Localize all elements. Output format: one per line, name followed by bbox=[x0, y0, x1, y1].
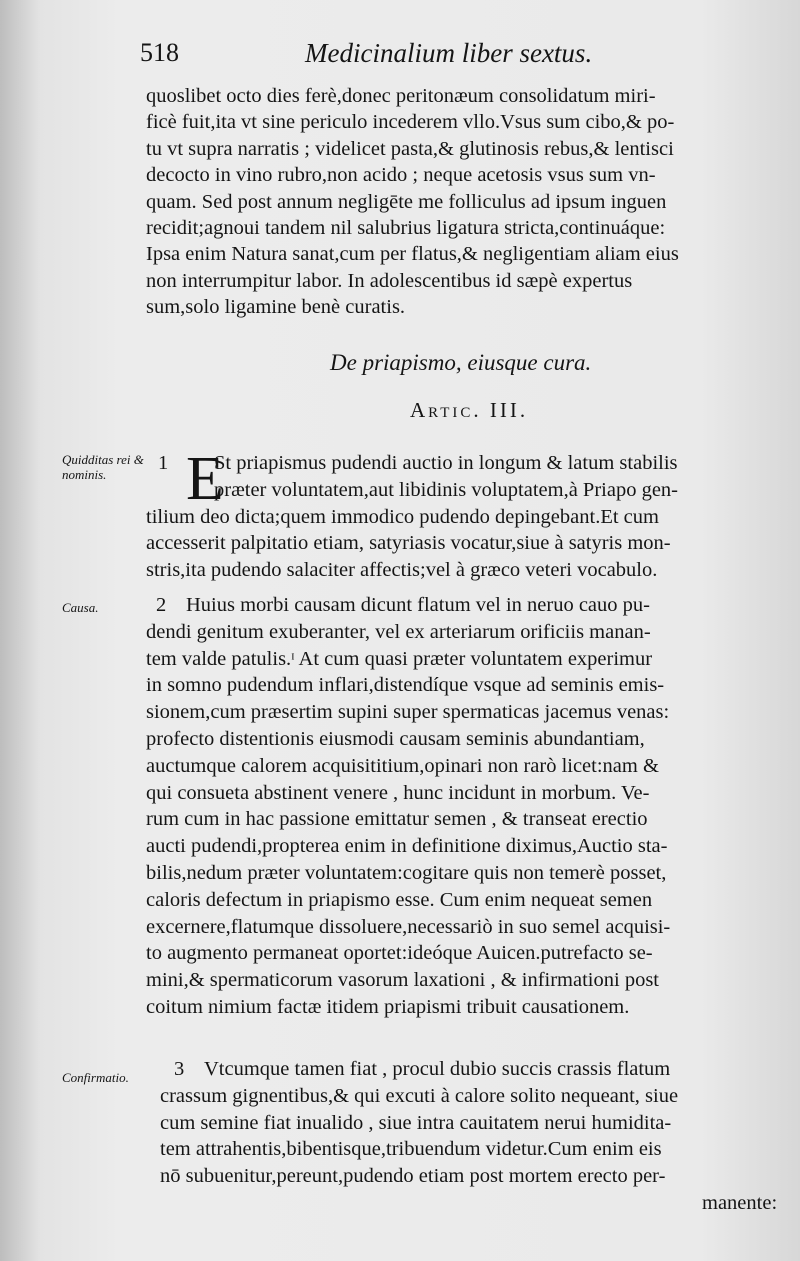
text-line: tu vt supra narratis ; videlicet pasta,& glutinosis rebus,& lentisci bbox=[146, 137, 674, 160]
text-line: manente: bbox=[702, 1191, 778, 1214]
text-line: to augmento permaneat oportet:ideóque Auicen.putrefacto se- bbox=[146, 942, 653, 965]
text-line bbox=[146, 1056, 776, 1083]
text-line: caloris defectum in priapismo esse. Cum enim nequeat semen bbox=[146, 888, 653, 911]
text-line: sionem,cum præsertim supini super spermaticas jacemus venas: bbox=[146, 701, 670, 724]
margin-note-causa: Causa. bbox=[62, 600, 99, 615]
drop-cap: E bbox=[186, 445, 224, 513]
text-line: recidit;agnoui tandem nil salubrius ligatura stricta,continuáque: bbox=[146, 217, 666, 240]
paragraph-number: 3 bbox=[174, 1058, 185, 1080]
text-line: non interrumpitur labor. In adolescentibus id sæpè expertus bbox=[146, 269, 633, 292]
text-line: St priapismus pudendi auctio in longum & latum stabilis bbox=[214, 452, 678, 474]
text-line: excernere,flatumque dissoluere,necessariò in suo semel acquisi- bbox=[146, 915, 671, 938]
text-line: decocto in vino rubro,non acido ; neque acetosis vsus sum vn- bbox=[146, 164, 656, 187]
text-line: qui consueta abstinent venere , hunc incidunt in morbum. Ve- bbox=[146, 781, 650, 804]
text-line: bilis,nedum præter voluntatem:cogitare quis non temerè posset, bbox=[146, 861, 667, 884]
paragraph-number: 2 bbox=[156, 594, 167, 616]
text-line: sum,solo ligamine benè curatis. bbox=[146, 296, 406, 319]
text-line: profecto distentionis eiusmodi causam seminis abundantiam, bbox=[146, 727, 645, 750]
text-line bbox=[146, 592, 776, 619]
paragraph-3 bbox=[146, 1056, 776, 1217]
text-line: coitum nimium factæ itidem priapismi tribuit causationem. bbox=[146, 995, 630, 1018]
text-line: quoslibet octo dies ferè,donec peritonæum consolidatum miri- bbox=[146, 85, 656, 107]
text-span: Vtcumque tamen fiat , procul dubio succis crassis flatum bbox=[204, 1058, 671, 1080]
margin-note-confirmatio: Confirmatio. bbox=[62, 1070, 129, 1085]
text-line: Ipsa enim Natura sanat,cum per flatus,& negligentiam aliam eius bbox=[146, 243, 679, 266]
section-title: De priapismo, eiusque cura. bbox=[330, 350, 592, 375]
page-header bbox=[140, 38, 660, 78]
text-line: præter voluntatem,aut libidinis voluptatem,à Priapo gen- bbox=[214, 478, 679, 501]
continued-paragraph bbox=[146, 83, 766, 321]
paragraph-1 bbox=[146, 445, 788, 584]
text-line: cum semine fiat inualido , siue intra cauitatem nerui humidita- bbox=[160, 1111, 672, 1134]
paragraph-2 bbox=[146, 592, 776, 1021]
text-span: Huius morbi causam dicunt flatum vel in neruo cauo pu- bbox=[186, 594, 650, 616]
text-line: stris,ita pudendo salaciter affectis;vel à græco veteri vocabulo. bbox=[146, 559, 658, 582]
text-line: dendi genitum exuberanter, vel ex arteriarum orificiis manan- bbox=[146, 620, 651, 643]
text-line: nō subuenitur,pereunt,pudendo etiam post mortem erecto per- bbox=[160, 1165, 666, 1188]
article-heading: Artic. III. bbox=[410, 398, 529, 422]
text-line: rum cum in hac passione emittatur semen , & transeat erectio bbox=[146, 808, 648, 831]
text-line: crassum gignentibus,& qui excuti à calore solito nequeant, siue bbox=[160, 1084, 679, 1107]
text-line: tem attrahentis,bibentisque,tribuendum videtur.Cum enim eis bbox=[160, 1138, 662, 1161]
page-number: 518 bbox=[140, 38, 179, 67]
text-line: tilium deo dicta;quem immodico pudendo depingebant.Et cum bbox=[146, 505, 659, 528]
text-line: mini,& spermaticorum vasorum laxationi , & infirmationi post bbox=[146, 969, 659, 992]
paragraph-number: 1 bbox=[158, 452, 169, 474]
text-line: ficè fuit,ita vt sine periculo incederem vllo.Vsus sum cibo,& po- bbox=[146, 111, 675, 134]
text-line: in somno pudendum inflari,distendíque vsque ad seminis emis- bbox=[146, 674, 665, 697]
text-line: tem valde patulis.ᶦ At cum quasi præter voluntatem experimur bbox=[146, 647, 653, 670]
text-line: accesserit palpitatio etiam, satyriasis vocatur,siue à satyris mon- bbox=[146, 532, 671, 555]
text-line: aucti pudendi,propterea enim in definitione diximus,Auctio sta- bbox=[146, 835, 668, 858]
margin-note-quidditas: Quidditas rei & nominis. bbox=[62, 452, 144, 482]
text-line: auctumque calorem acquisititium,opinari non rarò licet:nam & bbox=[146, 754, 659, 777]
running-title: Medicinalium liber sextus. bbox=[305, 38, 593, 68]
text-line: quam. Sed post annum negligēte me folliculus ad ipsum inguen bbox=[146, 190, 667, 213]
